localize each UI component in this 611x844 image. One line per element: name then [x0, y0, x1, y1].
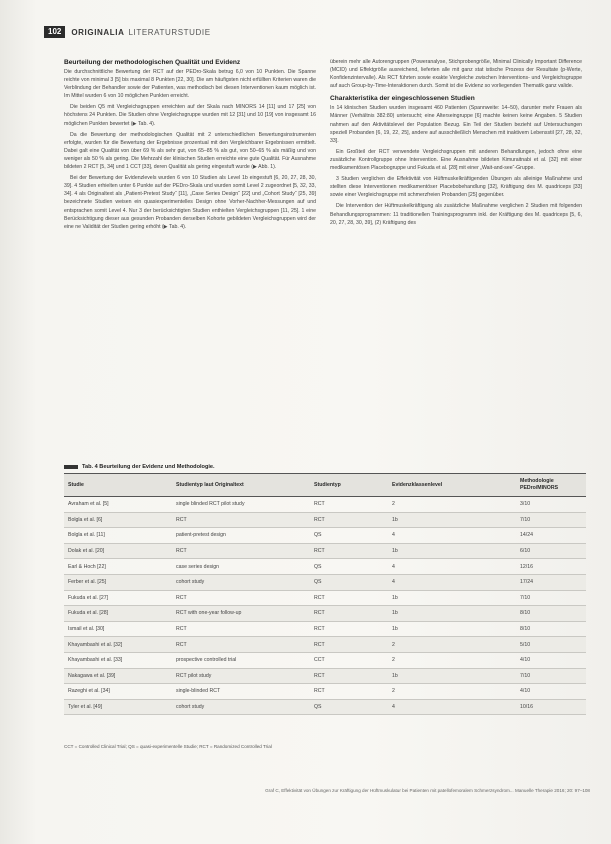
page-citation: Graf C, Effektivität von Übungen zur Kräftigung der Hüftmuskulatur bei Patienten mit patellofemoralem Schmerzsyndrom... Manuelle Therapie 2016; 20: 97–108 — [265, 788, 590, 793]
right-paragraph: In 14 klinischen Studien wurden insgesamt 460 Patienten (Spannweite: 14–50), darunter mehr Frauen als Männer (Verhältnis 382:80) untersucht; eine Alterseingruppe [6] machte keinen keine Angaben. 5 Studien nahmen auf den Aktivitätslevel der Population Bezug. Ein Teil der Studien bezieht auf Untersuchungen speziell Probanden [6, 19, 22, 25], andere auf ausschließlich Menschen mit inaktivem Lebensstil [27, 28, 32, 33]. — [330, 105, 582, 144]
table-cell: case series design — [172, 559, 310, 575]
table-cell: Ismail et al. [30] — [64, 621, 172, 637]
table-cell: RCT — [172, 621, 310, 637]
table-cell: RCT — [172, 637, 310, 653]
column-header: Evidenzklassenlevel — [388, 474, 516, 497]
table-cell: RCT with one-year follow-up — [172, 606, 310, 622]
table-cell: 4/10 — [516, 684, 586, 700]
left-paragraph: Bei der Bewertung der Evidenzlevels wurden 6 von 10 Studien als Level 1b eingestuft [6, 20, 27, 28, 30, 39]. 4 Studien erhielten unter 6 Punkte auf der PEDro-Skala und wurden somit Level 2 zugeordnet [5, 32, 33, 34]. 4 als Originaltext als „Patient-Pretest Study“ [11], „Case Series Design“ [22] und „Cohort Study“ [25, 39] bezeichnete Studien weisen ein quasiexperimentelles Design ohne Vorher-Nachher-Messungen auf und entsprachen somit Level 4. Nur 3 der berücksichtigten Studien enthielten Vergleichsgruppen [11, 25]. 1 eine Berücksichtigung dieser aus gesunden Probanden derselben Kohorte gebildeten Vergleichsgruppen wird der eine ne Validität der Studien gering erhöht (▶ Tab. 4). — [64, 175, 316, 230]
table-cell: Tyler et al. [49] — [64, 699, 172, 715]
table-header-row — [64, 474, 586, 497]
table-marker-icon — [64, 465, 78, 469]
evidence-table — [64, 473, 586, 715]
table-cell: cohort study — [172, 699, 310, 715]
table-cell: RCT — [172, 512, 310, 528]
table-cell: Nakagawa et al. [39] — [64, 668, 172, 684]
table-cell: QS — [310, 528, 388, 544]
column-header: Methodologie PEDro/MINORS — [516, 474, 586, 497]
table-cell: RCT — [310, 543, 388, 559]
page-number: 102 — [44, 26, 65, 38]
table-cell: 1b — [388, 543, 516, 559]
table-cell: 1b — [388, 512, 516, 528]
table-cell: RCT — [310, 512, 388, 528]
table-cell: RCT pilot study — [172, 668, 310, 684]
table-cell: 3/10 — [516, 497, 586, 513]
table-cell: 4 — [388, 574, 516, 590]
table-row — [64, 652, 586, 668]
table-cell: prospective controlled trial — [172, 652, 310, 668]
table-cell: single blinded RCT pilot study — [172, 497, 310, 513]
table-cell: 2 — [388, 497, 516, 513]
left-paragraph: Die durchschnittliche Bewertung der RCT auf der PEDro-Skala betrug 6,0 von 10 Punkten. Die Spanne reichte von minimal 3 [5] bis maximal 8 Punkten [22, 30]. Die am häufigsten nicht erfüllten Kriterien waren die Verblindung der Behandler sowie der Patienten, was methodisch bei diesen Interventionen kaum möglich ist. Im Mittel wurden 6 von 10 möglichen Punkten erreicht. — [64, 69, 316, 100]
table-cell: 1b — [388, 668, 516, 684]
table-row — [64, 559, 586, 575]
subsection-label: LITERATURSTUDIE — [128, 27, 211, 37]
table-cell: 7/10 — [516, 590, 586, 606]
column-header: Studientyp — [310, 474, 388, 497]
table-cell: 4 — [388, 559, 516, 575]
table-cell: RCT — [310, 668, 388, 684]
left-paragraph: Da die Bewertung der methodologischen Qualität mit 2 unterschiedlichen Bewertungsinstrumenten erfolgte, wurden für die Bewertung der Ergebnisse prozentual mit den Vergleichbarer Ergebnissen ermittelt. Dabei galt eine Qualität von über 69 % als sehr gut, von 65–85 % als gut, von 50–65 % als mäßig und von weniger als 50 % als gering. Die Mehrzahl der klinischen Studien erreichte eine gute Qualität. Für Ausnahme bildeten 2 RCT [5, 34] und 1 CCT [33], deren Qualität als gering eingestuft wurde (▶ Abb. 1). — [64, 131, 316, 171]
table-cell: 7/10 — [516, 668, 586, 684]
left-column — [64, 58, 316, 234]
table-cell: 2 — [388, 637, 516, 653]
table-cell: RCT — [310, 684, 388, 700]
table-row — [64, 684, 586, 700]
table-cell: CCT — [310, 652, 388, 668]
table-cell: 8/10 — [516, 621, 586, 637]
table-row — [64, 699, 586, 715]
table-cell: QS — [310, 699, 388, 715]
left-paragraph: Die beiden Q5 mit Vergleichsgruppen erreichten auf der Skala nach MINORS 14 [11] und 17 [25] von höchstens 24 Punkten. Die Studien ohne Vergleichsgruppe wurden mit 12 [31] und 10 [19] von insgesamt 16 möglichen Punkten bewertet (▶ Tab. 4). — [64, 104, 316, 127]
table-cell: 4 — [388, 528, 516, 544]
evidence-table-grid — [64, 473, 586, 715]
table-row — [64, 621, 586, 637]
table-cell: RCT — [172, 543, 310, 559]
table-cell: RCT — [310, 637, 388, 653]
table-cell: RCT — [310, 606, 388, 622]
table-cell: 4/10 — [516, 652, 586, 668]
table-cell: Earl & Hoch [22] — [64, 559, 172, 575]
left-heading: Beurteilung der methodologischen Qualität und Evidenz — [64, 59, 241, 66]
table-cell: patient-pretest design — [172, 528, 310, 544]
right-heading: Charakteristika der eingeschlossenen Studien — [330, 95, 475, 103]
table-row — [64, 590, 586, 606]
table-cell: Bolgla et al. [6] — [64, 512, 172, 528]
table-cell: 2 — [388, 652, 516, 668]
table-row — [64, 606, 586, 622]
table-cell: 1b — [388, 590, 516, 606]
table-cell: 8/10 — [516, 606, 586, 622]
column-header: Studie — [64, 474, 172, 497]
table-cell: QS — [310, 559, 388, 575]
table-title — [64, 464, 584, 470]
table-cell: cohort study — [172, 574, 310, 590]
right-paragraph: Die Intervention der Hüftmuskelkräftigung als zusätzliche Maßnahme verglichen 2 Studien mit folgenden Behandlungsprogrammen: 11 traditionellen Trainingsprogramm inkl. der Kräftigung des M. quadriceps [5, 6, 20, 27, 28, 30, 39], (2) Kräftigung des — [330, 203, 582, 226]
table-row — [64, 497, 586, 513]
right-paragraph: Ein Großteil der RCT verwendete Vergleichsgruppen mit anderen Behandlungen, jedoch ohne eine zusätzliche Kontrollgruppe ohne Intervention. Eine Ausnahme bildeten Kimuraitnabi et al. [32] mit einer medikamentösen Placebogruppe und Fukuda et al. [28] mit einer „Wait-and-see“-Gruppe. — [330, 148, 582, 172]
table-title-text: Tab. 4 Beurteilung der Evidenz und Methodologie. — [82, 464, 215, 470]
table-footnote: CCT = Controlled Clinical Trial; QS = quasi-experimentelle Studie; RCT = Randomized Controlled Trial — [64, 744, 272, 749]
table-cell: RCT — [310, 621, 388, 637]
table-cell: RCT — [310, 590, 388, 606]
table-row — [64, 637, 586, 653]
table-cell: 17/24 — [516, 574, 586, 590]
table-cell: Khayambashi et al. [33] — [64, 652, 172, 668]
table-cell: Fukuda et al. [28] — [64, 606, 172, 622]
section-label: ORIGINALIA — [71, 27, 125, 37]
table-cell: RCT — [310, 497, 388, 513]
table-cell: 10/16 — [516, 699, 586, 715]
table-cell: 6/10 — [516, 543, 586, 559]
table-row — [64, 574, 586, 590]
table-row — [64, 668, 586, 684]
table-cell: Khayambashi et al. [32] — [64, 637, 172, 653]
table-cell: Razeghi et al. [34] — [64, 684, 172, 700]
table-cell: 2 — [388, 684, 516, 700]
table-row — [64, 528, 586, 544]
column-header: Studientyp laut Originaltext — [172, 474, 310, 497]
right-paragraph: 3 Studien verglichen die Effektivität von Hüftmuskelkräftigenden Übungen als alleinige Maßnahme und stellten diese Interventionen medikamentöser Placebobehandlung [32], Kräftigung des M. quadriceps [33] sowie einer Vergleichsgruppe mit schmerzfreien Probanden [25] gegenüber. — [330, 176, 582, 199]
table-cell: 12/16 — [516, 559, 586, 575]
section-title — [71, 28, 210, 37]
page-header — [44, 26, 584, 38]
table-cell: 4 — [388, 699, 516, 715]
table-row — [64, 512, 586, 528]
table-cell: 14/24 — [516, 528, 586, 544]
table-cell: single-blinded RCT — [172, 684, 310, 700]
table-cell: Avraham et al. [5] — [64, 497, 172, 513]
right-column — [330, 58, 582, 230]
table-cell: 7/10 — [516, 512, 586, 528]
table-cell: Bolgla et al. [11] — [64, 528, 172, 544]
table-cell: 1b — [388, 606, 516, 622]
table-row — [64, 543, 586, 559]
table-cell: Ferber et al. [25] — [64, 574, 172, 590]
table-body — [64, 497, 586, 715]
table-cell: RCT — [172, 590, 310, 606]
table-cell: 5/10 — [516, 637, 586, 653]
table-cell: Dolak et al. [20] — [64, 543, 172, 559]
table-cell: 1b — [388, 621, 516, 637]
right-intro-paragraph: überein mehr alle Autorengruppen (Poweranalyse, Stichprobengröße, Minimal Clinically Important Difference (MCID) und Effektgröße ausreichend, lieferten alle mit ganz stat istische Prozess der Resultate (p-Werte, Konfidenzintervalle). Als RCT führten sowie exakte Vergleiche zwischen Interventions- und Vergleichsgruppe auf auch Group-by-Time-Interaktionen durch. Somit ist die Evidenz so vorliegenden Thematik ganz valide. — [330, 59, 582, 90]
table-cell: Fukuda et al. [27] — [64, 590, 172, 606]
table-cell: QS — [310, 574, 388, 590]
